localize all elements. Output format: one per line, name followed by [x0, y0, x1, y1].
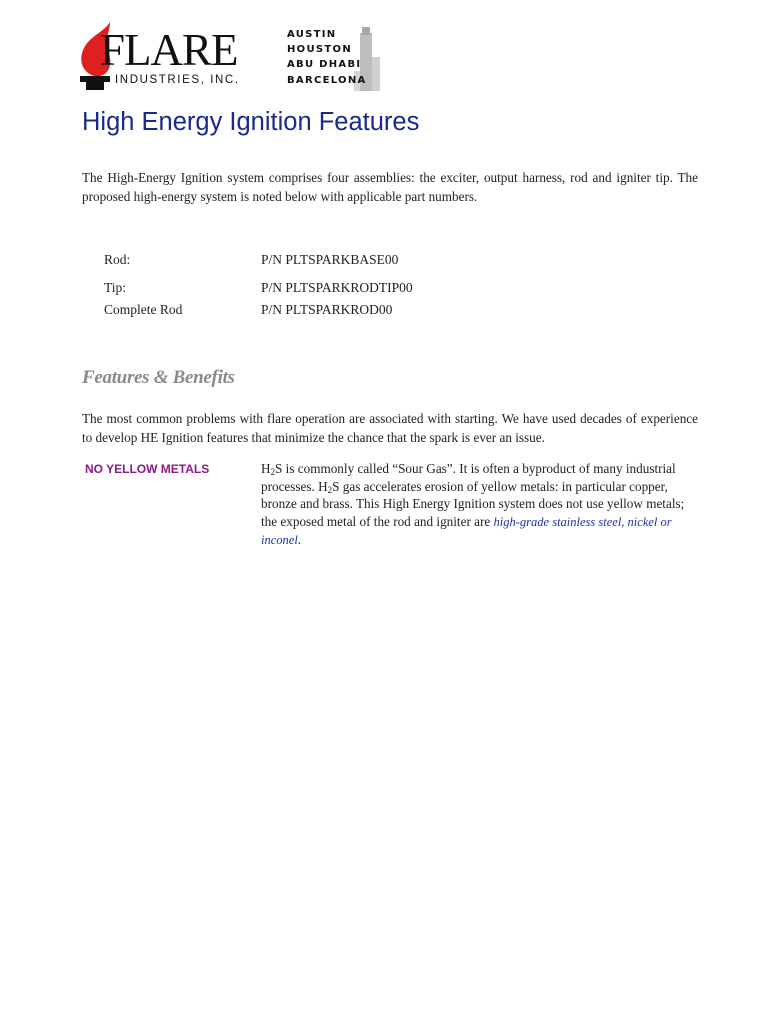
- materials-highlight: high-grade stainless steel, nickel or inconel: [261, 514, 672, 548]
- formula-h: H: [261, 461, 271, 476]
- part-label-complete-rod: Complete Rod: [104, 302, 183, 317]
- city-list: [287, 27, 397, 93]
- city-barcelona: BARCELONA: [287, 74, 367, 86]
- city-abu-dhabi: ABU DHABI: [287, 59, 362, 71]
- company-logo: [76, 22, 266, 92]
- intro-paragraph: The High-Energy Ignition system comprises four assemblies: the exciter, output harness, rod and igniter tip. The proposed high-energy system is noted below with applicable part numbers.: [82, 170, 698, 204]
- logo-subtitle: INDUSTRIES, INC.: [115, 74, 240, 86]
- feature-text-end: .: [297, 532, 302, 548]
- page-title: High Energy Ignition Features: [82, 108, 420, 136]
- feature-description: [261, 460, 701, 550]
- logo-wordmark: FLARE: [100, 25, 238, 75]
- part-number-rod: P/N PLTSPARKBASE00: [261, 252, 399, 267]
- city-austin: AUSTIN: [287, 29, 337, 40]
- feature-text-part1: S is commonly called “Sour Gas”. It is often a byproduct of many industrial processes. H: [261, 461, 676, 494]
- formula-subscript: 2: [270, 467, 276, 477]
- formula-subscript-2: 2: [327, 484, 333, 495]
- city-houston: HOUSTON: [287, 44, 352, 56]
- part-number-tip: P/N PLTSPARKRODTIP00: [261, 280, 413, 295]
- feature-tag-no-yellow-metals: NO YELLOW METALS: [85, 462, 210, 476]
- part-label-rod: Rod:: [104, 252, 131, 267]
- feature-text-part2: S gas accelerates erosion of yellow metals: in particular copper, bronze and brass. This High Energy Ignition system does not use yellow metals; the exposed metal of the rod and igniter are: [261, 478, 685, 529]
- part-number-complete-rod: P/N PLTSPARKROD00: [261, 302, 393, 317]
- features-intro-paragraph: The most common problems with flare operation are associated with starting. We have used decades of experience to develop HE Ignition features that minimize the chance that the spark is ever an issue.: [82, 411, 698, 445]
- features-heading: Features & Benefits: [82, 367, 235, 388]
- part-label-tip: Tip:: [104, 280, 127, 295]
